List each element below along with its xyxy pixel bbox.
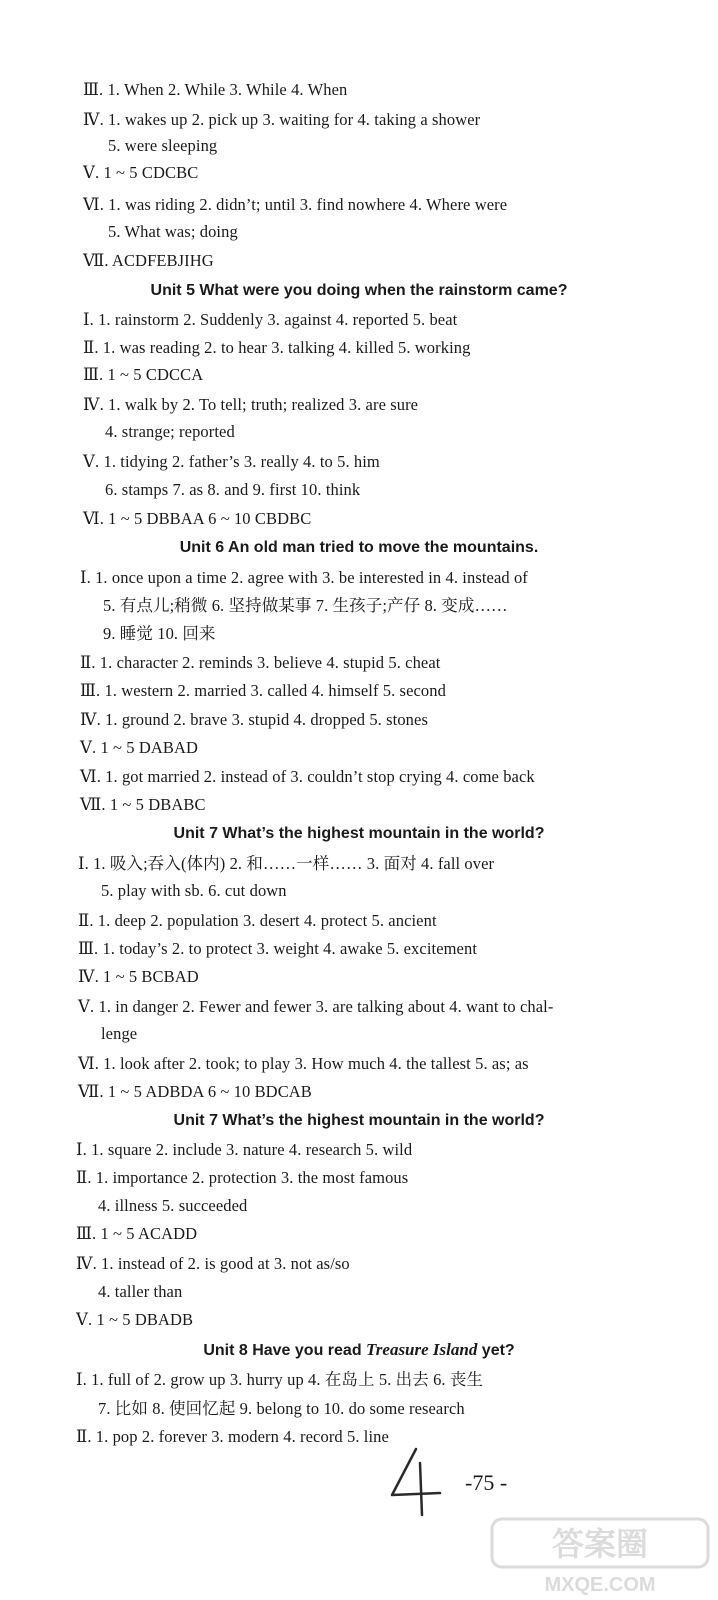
answer-line: Ⅶ. ACDFEBJIHG (83, 251, 214, 270)
answer-line: Ⅰ. 1. 吸入;吞入(体内) 2. 和……一样…… 3. 面对 4. fall over (78, 854, 495, 873)
answer-line: 4. taller than (98, 1282, 183, 1301)
answer-line: 4. illness 5. succeeded (98, 1196, 248, 1215)
answer-line: Ⅲ. 1 ~ 5 CDCCA (83, 365, 204, 384)
answer-line: Ⅰ. 1. once upon a time 2. agree with 3. be interested in 4. instead of (80, 568, 528, 587)
answer-line: 4. strange; reported (105, 422, 235, 441)
answer-line: 5. 有点儿;稍微 6. 坚持做某事 7. 生孩子;产仔 8. 变成…… (103, 596, 508, 615)
answer-line: Ⅲ. 1. today’s 2. to protect 3. weight 4. awake 5. excitement (78, 939, 478, 958)
answer-line: Ⅶ. 1 ~ 5 ADBDA 6 ~ 10 BDCAB (78, 1082, 312, 1101)
answer-line: Ⅴ. 1. in danger 2. Fewer and fewer 3. are talking about 4. want to chal- (78, 997, 554, 1016)
answer-line: Ⅰ. 1. full of 2. grow up 3. hurry up 4. 在岛上 5. 出去 6. 丧生 (76, 1370, 484, 1389)
answer-line: Ⅵ. 1. got married 2. instead of 3. couldn’t stop crying 4. come back (80, 767, 535, 786)
answer-line: Ⅵ. 1 ~ 5 DBBAA 6 ~ 10 CBDBC (83, 509, 312, 528)
answer-line: Ⅰ. 1. rainstorm 2. Suddenly 3. against 4. reported 5. beat (83, 310, 458, 329)
answer-line: Ⅱ. 1. importance 2. protection 3. the most famous (76, 1168, 409, 1187)
answer-line: lenge (101, 1024, 138, 1043)
answer-line: Ⅳ. 1. ground 2. brave 3. stupid 4. dropped 5. stones (80, 710, 428, 729)
answer-line: Ⅱ. 1. character 2. reminds 3. believe 4. stupid 5. cheat (80, 653, 441, 672)
answer-line: Ⅱ. 1. was reading 2. to hear 3. talking 4. killed 5. working (83, 338, 471, 357)
answer-line: 5. What was; doing (108, 222, 238, 241)
answer-line: 7. 比如 8. 使回忆起 9. belong to 10. do some research (98, 1399, 465, 1418)
unit-heading: Unit 6 An old man tried to move the mountains. (179, 539, 539, 556)
answer-line: Ⅵ. 1. look after 2. took; to play 3. How much 4. the tallest 5. as; as (78, 1054, 529, 1073)
svg-text:答案圈: 答案圈 (551, 1525, 649, 1563)
answer-line: Ⅲ. 1. western 2. married 3. called 4. himself 5. second (80, 681, 446, 700)
answer-line: Ⅰ. 1. square 2. include 3. nature 4. research 5. wild (76, 1140, 413, 1159)
watermark-logo (490, 1515, 710, 1595)
book-title: Treasure Island (366, 1340, 478, 1359)
unit-heading: Unit 7 What’s the highest mountain in the world? (173, 825, 545, 842)
answer-line: Ⅱ. 1. deep 2. population 3. desert 4. protect 5. ancient (78, 911, 437, 930)
unit-heading (0, 1336, 718, 1364)
answer-line: Ⅲ. 1 ~ 5 ACADD (76, 1224, 198, 1243)
page-number: -75 - (465, 1470, 508, 1495)
answer-line: Ⅱ. 1. pop 2. forever 3. modern 4. record 5. line (76, 1427, 389, 1446)
unit-heading-prefix: Unit 8 Have you read (203, 1342, 367, 1359)
answer-line: Ⅴ. 1. tidying 2. father’s 3. really 4. to 5. him (83, 452, 380, 471)
answer-line: Ⅳ. 1. instead of 2. is good at 3. not as/so (76, 1254, 350, 1273)
svg-text:MXQE.COM: MXQE.COM (544, 1574, 656, 1595)
answer-line: Ⅴ. 1 ~ 5 CDCBC (83, 163, 199, 182)
answer-line: Ⅳ. 1. walk by 2. To tell; truth; realized 3. are sure (83, 395, 419, 414)
answer-line: Ⅳ. 1 ~ 5 BCBAD (78, 967, 199, 986)
answer-line: Ⅶ. 1 ~ 5 DBABC (80, 795, 206, 814)
handwritten-mark (386, 1445, 446, 1517)
unit-heading: Unit 7 What’s the highest mountain in the world? (173, 1112, 545, 1129)
answer-line: Ⅴ. 1 ~ 5 DBADB (76, 1310, 194, 1329)
answer-line: Ⅴ. 1 ~ 5 DABAD (80, 738, 199, 757)
answer-line: 9. 睡觉 10. 回来 (103, 624, 216, 643)
answer-line: Ⅵ. 1. was riding 2. didn’t; until 3. find nowhere 4. Where were (83, 195, 508, 214)
answer-line: 5. play with sb. 6. cut down (101, 881, 287, 900)
unit-heading: Unit 5 What were you doing when the rainstorm came? (150, 282, 568, 299)
answer-line: Ⅳ. 1. wakes up 2. pick up 3. waiting for 4. taking a shower (83, 110, 481, 129)
unit-heading-suffix: yet? (477, 1342, 515, 1359)
answer-line: 5. were sleeping (108, 136, 218, 155)
answer-line: 6. stamps 7. as 8. and 9. first 10. think (105, 480, 361, 499)
answer-line: Ⅲ. 1. When 2. While 3. While 4. When (83, 80, 348, 99)
